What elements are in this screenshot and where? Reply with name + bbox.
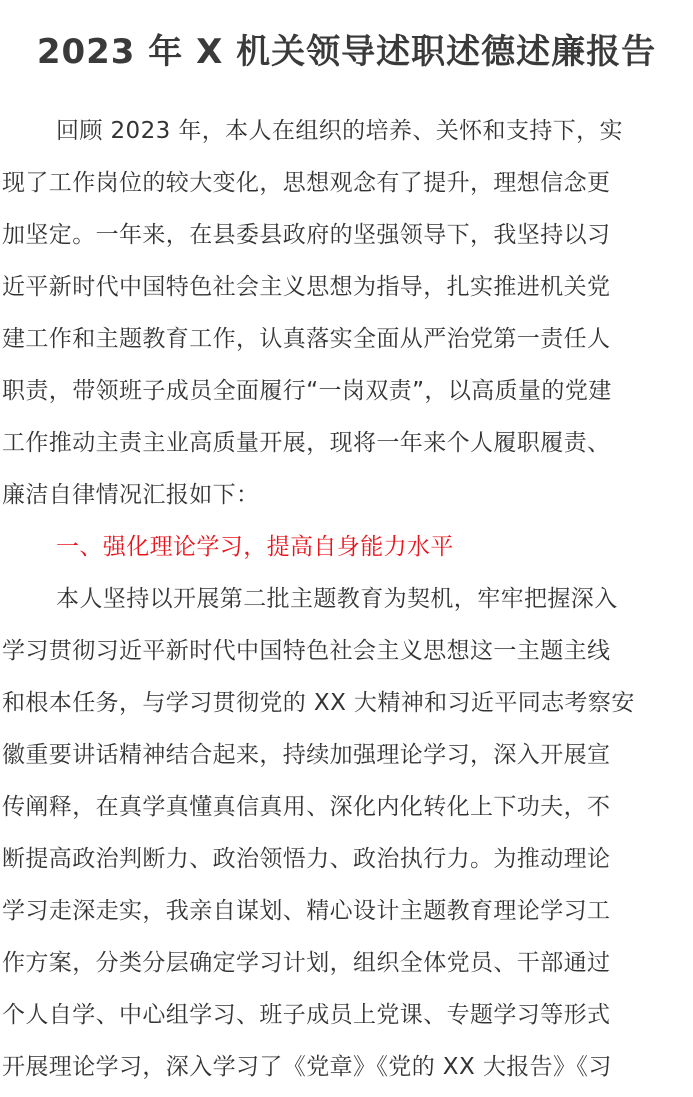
paragraph-line: 作方案，分类分层确定学习计划，组织全体党员、干部通过 — [2, 950, 611, 976]
paragraph-line: 断提高政治判断力、政治领悟力、政治执行力。为推动理论 — [2, 846, 611, 872]
paragraph-line: 本人坚持以开展第二批主题教育为契机，牢牢把握深入 — [56, 586, 618, 612]
paragraph-line: 建工作和主题教育工作，认真落实全面从严治党第一责任人 — [2, 326, 611, 352]
paragraph-line: 加坚定。一年来，在县委县政府的坚强领导下，我坚持以习 — [2, 222, 611, 248]
paragraph-line: 徽重要讲话精神结合起来，持续加强理论学习，深入开展宣 — [2, 742, 611, 768]
paragraph-line: 回顾 2023 年，本人在组织的培养、关怀和支持下，实 — [56, 118, 623, 144]
paragraph-line: 传阐释，在真学真懂真信真用、深化内化转化上下功夫，不 — [2, 794, 611, 820]
paragraph-line: 近平新时代中国特色社会主义思想为指导，扎实推进机关党 — [2, 274, 611, 300]
paragraph-line: 和根本任务，与学习贯彻党的 XX 大精神和习近平同志考察安 — [2, 690, 635, 716]
paragraph-line: 个人自学、中心组学习、班子成员上党课、专题学习等形式 — [2, 1002, 611, 1028]
paragraph-line: 现了工作岗位的较大变化，思想观念有了提升，理想信念更 — [2, 170, 611, 196]
section-heading: 一、强化理论学习，提高自身能力水平 — [56, 534, 454, 560]
paragraph-line: 学习走深走实，我亲自谋划、精心设计主题教育理论学习工 — [2, 898, 611, 924]
paragraph-line: 学习贯彻习近平新时代中国特色社会主义思想这一主题主线 — [2, 638, 611, 664]
document-title: 2023 年 X 机关领导述职述德述廉报告 — [36, 32, 657, 72]
paragraph-line: 工作推动主责主业高质量开展，现将一年来个人履职履责、 — [2, 430, 611, 456]
paragraph-line: 开展理论学习，深入学习了《党章》《党的 XX 大报告》《习 — [2, 1054, 612, 1080]
document-body — [2, 105, 692, 1093]
paragraph-line: 廉洁自律情况汇报如下： — [2, 482, 260, 508]
paragraph-line: 职责，带领班子成员全面履行“一岗双责”，以高质量的党建 — [2, 378, 612, 404]
